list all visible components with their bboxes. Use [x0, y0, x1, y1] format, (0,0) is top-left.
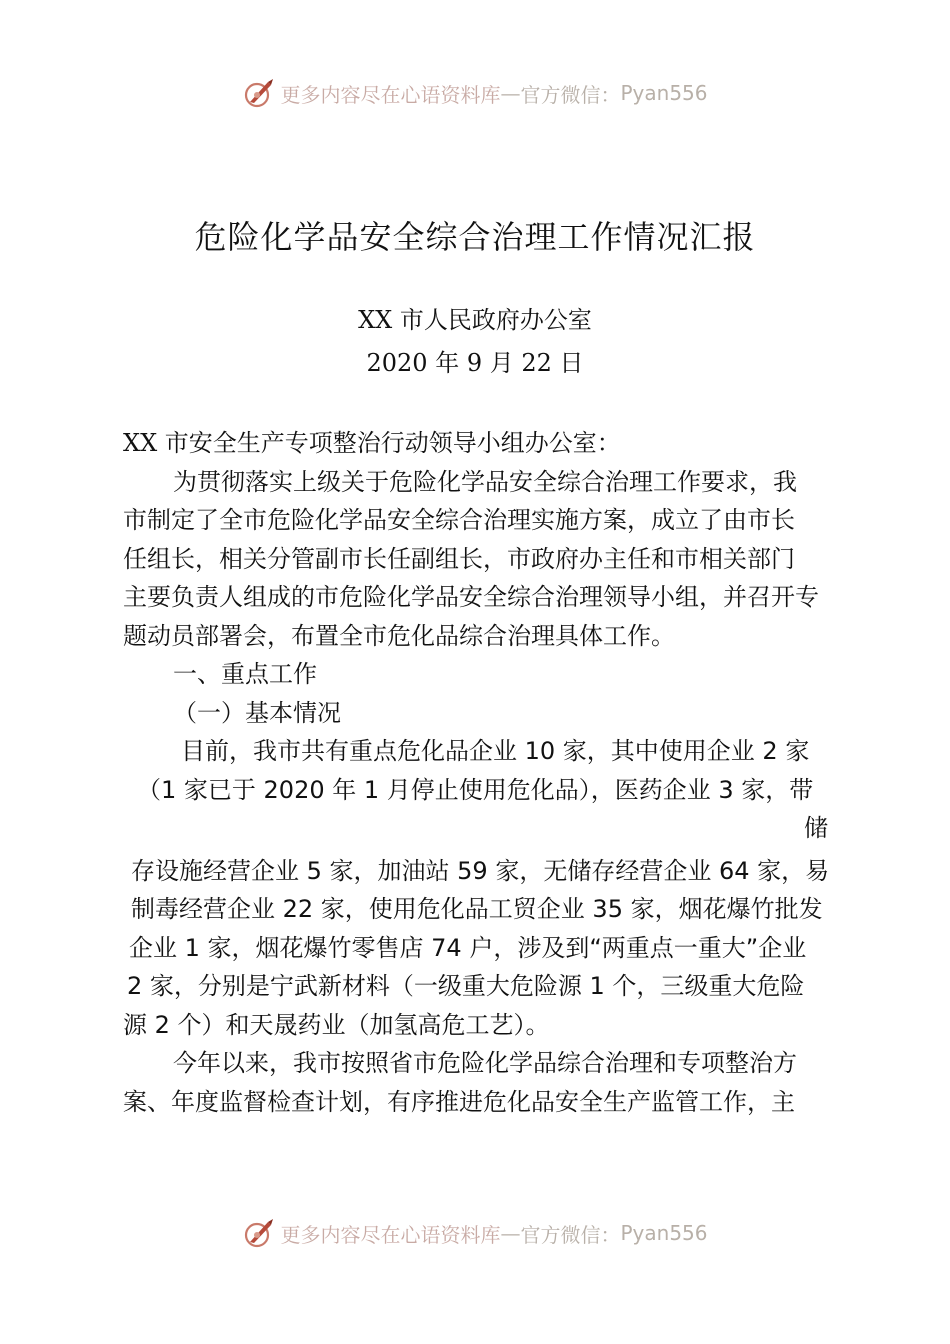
- quill-logo-icon: [242, 1216, 276, 1250]
- issuing-organization: XX 市人民政府办公室: [358, 306, 592, 334]
- paragraph-basic-situation: [123, 732, 828, 1044]
- watermark-dash: —: [500, 81, 521, 105]
- text-line: 制毒经营企业 22 家，使用危化品工贸企业 35 家，烟花爆竹批发: [131, 895, 823, 923]
- watermark-dash: —: [500, 1221, 521, 1245]
- text-line: 储: [804, 814, 828, 842]
- document-date: 2020 年 9 月 22 日: [366, 349, 584, 377]
- text-line: 主要负责人组成的市危险化学品安全综合治理领导小组，并召开专: [123, 583, 819, 611]
- watermark-wechat-label: 官方微信：: [520, 1222, 621, 1247]
- quill-logo-icon: [242, 76, 276, 110]
- watermark-brand: 更多内容尽在心语资料库: [280, 82, 501, 107]
- text-line: 存设施经营企业 5 家，加油站 59 家，无储存经营企业 64 家，易: [131, 856, 830, 885]
- text-line: 任组长，相关分管副市长任副组长，市政府办主任和市相关部门: [123, 544, 795, 573]
- watermark-footer: [0, 1213, 950, 1253]
- text-line: （1 家已于 2020 年 1 月停止使用危化品），医药企业 3 家，带: [137, 775, 814, 804]
- text-line: 目前，我市共有重点危化品企业 10 家，其中使用企业 2 家: [181, 737, 810, 765]
- text-line: 一、重点工作: [173, 660, 317, 688]
- watermark-brand: 更多内容尽在心语资料库: [280, 1222, 501, 1247]
- salutation: [123, 424, 828, 463]
- subsection-heading: [123, 694, 828, 733]
- text-line: 市制定了全市危险化学品安全综合治理实施方案，成立了由市长: [123, 506, 795, 534]
- text-line: 2 家，分别是宁武新材料（一级重大危险源 1 个，三级重大危险: [127, 972, 805, 1000]
- document-body: [123, 424, 828, 1121]
- text-line: （一）基本情况: [173, 698, 341, 727]
- watermark-wechat-id: Pyan556: [620, 81, 708, 105]
- paragraph-this-year: [123, 1044, 828, 1121]
- text-line: 源 2 个）和天晟药业（加氢高危工艺）。: [123, 1010, 550, 1039]
- text-line: 企业 1 家，烟花爆竹零售店 74 户，涉及到“两重点一重大”企业: [129, 933, 807, 962]
- watermark-header: [0, 73, 950, 113]
- text-line: XX 市安全生产专项整治行动领导小组办公室：: [123, 429, 621, 457]
- watermark-wechat-id: Pyan556: [620, 1221, 708, 1245]
- document-title: 危险化学品安全综合治理工作情况汇报: [194, 218, 756, 256]
- text-line: 案、年度监督检查计划，有序推进危化品安全生产监管工作，主: [123, 1087, 795, 1116]
- section-heading: [123, 655, 828, 694]
- text-line: 今年以来，我市按照省市危险化学品综合治理和专项整治方: [173, 1049, 797, 1077]
- watermark-wechat-label: 官方微信：: [520, 82, 621, 107]
- paragraph-intro: [123, 463, 828, 656]
- text-line: 为贯彻落实上级关于危险化学品安全综合治理工作要求，我: [173, 467, 797, 496]
- text-line: 题动员部署会，布置全市危化品综合治理具体工作。: [123, 621, 675, 650]
